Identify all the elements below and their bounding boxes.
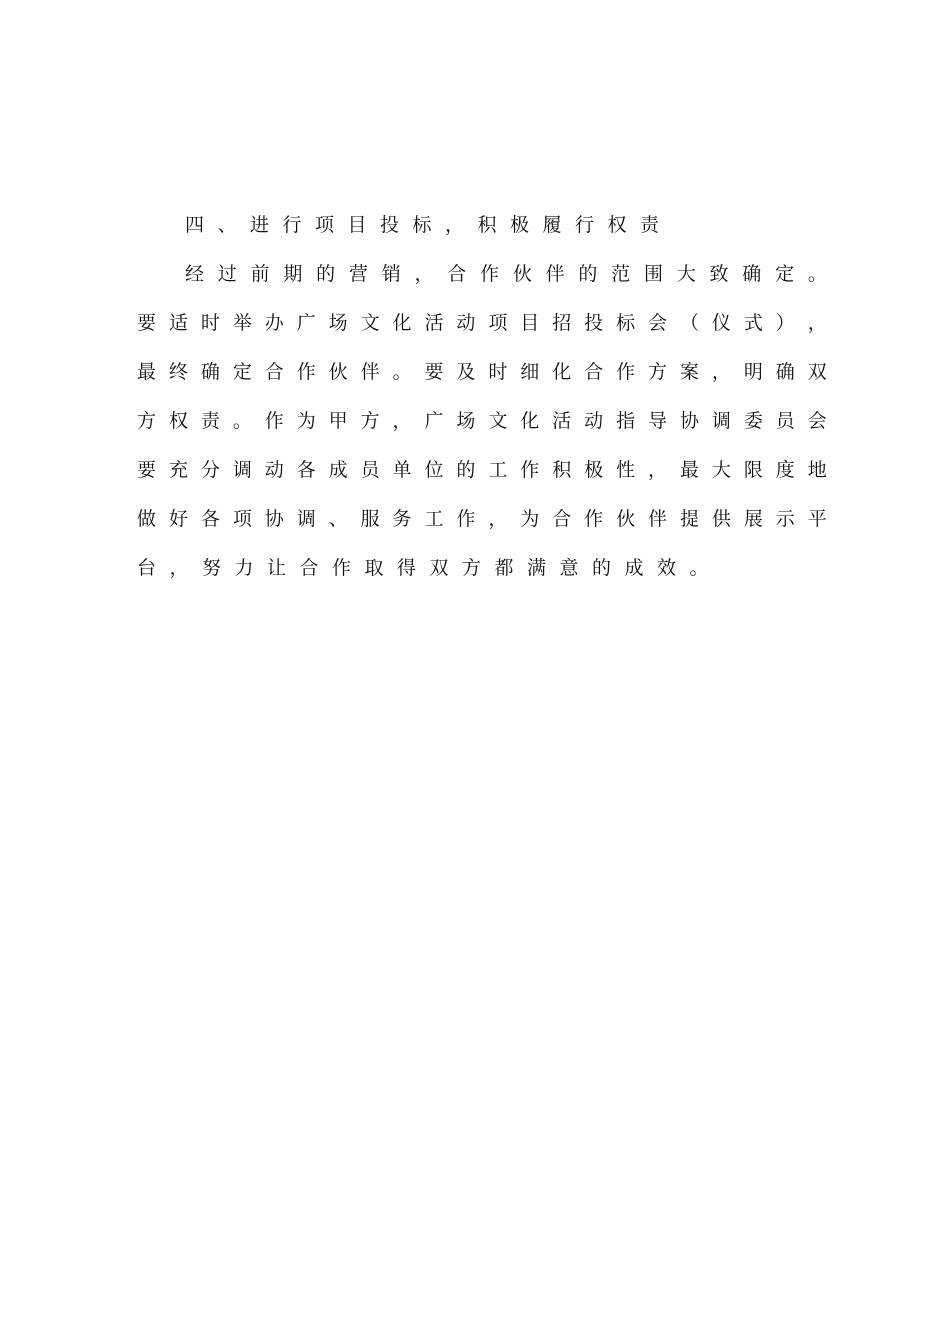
section-heading: 四、进行项目投标，积极履行权责 [185,213,673,236]
document-body [137,200,827,592]
paragraph-line: 要 充 分 调 动 各 成 员 单 位 的 工 作 积 极 性 ， 最 大 限 度 地 [137,458,827,481]
paragraph-line: 做 好 各 项 协 调 、 服 务 工 作 ， 为 合 作 伙 伴 提 供 展 示 平 [137,507,827,530]
paragraph-line: 台，努力让合作取得双方都满意的成效。 [137,556,723,579]
paragraph-line: 方 权 责 。 作 为 甲 方 ， 广 场 文 化 活 动 指 导 协 调 委 员 会 [137,409,827,432]
paragraph-line: 要 适 时 举 办 广 场 文 化 活 动 项 目 招 投 标 会 （ 仪 式 ） ， [137,311,827,334]
paragraph-line: 最 终 确 定 合 作 伙 伴 。 要 及 时 细 化 合 作 方 案 ， 明 确 双 [137,360,827,383]
paragraph-line: 经 过 前 期 的 营 销 ， 合 作 伙 伴 的 范 围 大 致 确 定 。 [185,262,827,285]
